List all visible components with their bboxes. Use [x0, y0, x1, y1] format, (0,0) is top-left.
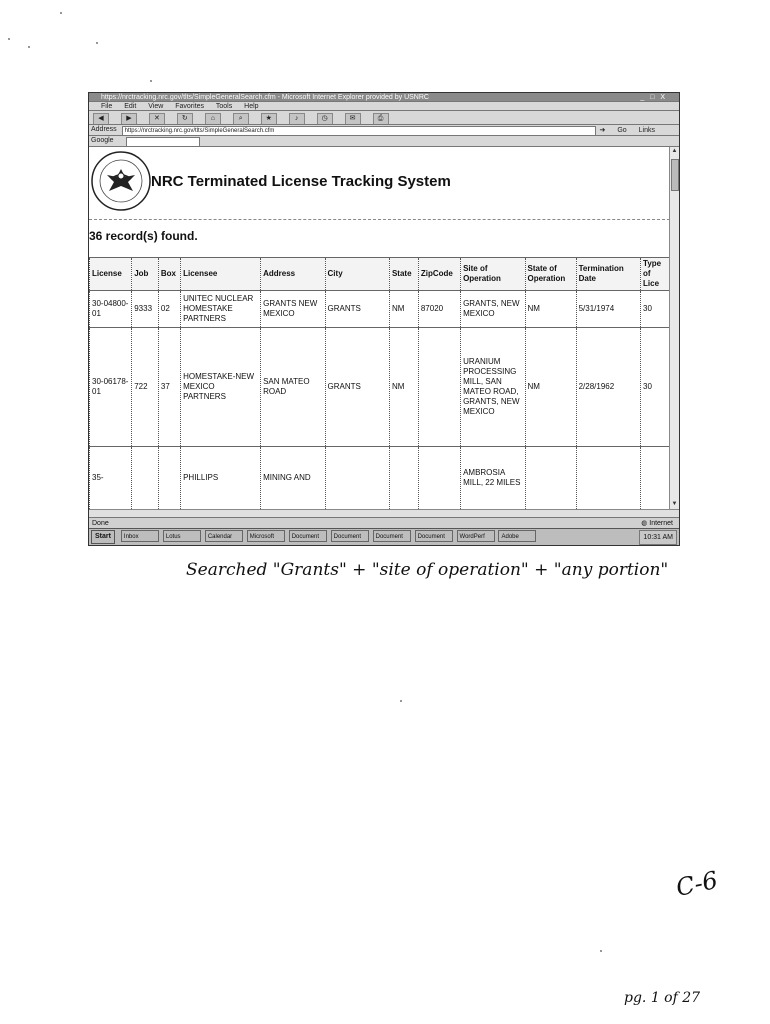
page-title: NRC Terminated License Tracking System [151, 173, 451, 190]
system-tray-clock: 10:31 AM [639, 530, 677, 545]
table-cell [418, 328, 460, 447]
menu-tools[interactable]: Tools [215, 103, 233, 110]
taskbar-item[interactable]: Document [373, 530, 411, 542]
home-button[interactable]: ⌂ [205, 113, 221, 125]
menu-favorites[interactable]: Favorites [175, 103, 205, 110]
table-cell [641, 447, 670, 510]
windows-taskbar [89, 528, 679, 546]
scan-speck [96, 42, 98, 44]
table-cell: 35- [90, 447, 132, 510]
results-table [89, 257, 670, 509]
address-bar [89, 125, 679, 136]
table-cell: MINING AND [261, 447, 325, 510]
scan-speck [600, 950, 602, 952]
table-row[interactable] [90, 447, 670, 510]
taskbar-item[interactable]: Document [415, 530, 453, 542]
column-header[interactable]: Address [261, 258, 325, 291]
table-cell: 30 [641, 291, 670, 328]
column-header[interactable]: Type of Lice [641, 258, 670, 291]
window-controls[interactable]: _ □ X [640, 94, 667, 101]
zone-label: Internet [649, 520, 673, 527]
browser-toolbar [89, 111, 679, 125]
table-cell: GRANTS [325, 328, 389, 447]
forward-button[interactable]: ▶ [121, 113, 137, 125]
header-divider [89, 219, 670, 220]
table-cell: NM [525, 328, 576, 447]
exhibit-mark: C-6 [673, 865, 721, 903]
table-cell: 722 [132, 328, 159, 447]
table-cell: 87020 [418, 291, 460, 328]
browser-title-bar [89, 93, 679, 102]
table-cell [158, 447, 180, 510]
status-text: Done [92, 520, 109, 527]
table-cell: HOMESTAKE-NEW MEXICO PARTNERS [181, 328, 261, 447]
table-cell: 02 [158, 291, 180, 328]
history-button[interactable]: ◷ [317, 113, 333, 125]
table-cell: NM [389, 291, 418, 328]
scan-speck [28, 46, 30, 48]
table-cell: 2/28/1962 [576, 328, 640, 447]
table-cell: 5/31/1974 [576, 291, 640, 328]
column-header[interactable]: State [389, 258, 418, 291]
table-row[interactable] [90, 291, 670, 328]
scan-speck [8, 38, 10, 40]
links-label[interactable]: Links [638, 127, 655, 134]
taskbar-item[interactable]: Document [331, 530, 369, 542]
table-cell: GRANTS, NEW MEXICO [461, 291, 525, 328]
column-header[interactable]: City [325, 258, 389, 291]
menu-view[interactable]: View [148, 103, 164, 110]
nrc-seal-icon [89, 149, 153, 213]
vertical-scrollbar[interactable] [669, 147, 679, 509]
table-cell: SAN MATEO ROAD [261, 328, 325, 447]
table-cell: GRANTS [325, 291, 389, 328]
menu-edit[interactable]: Edit [124, 103, 137, 110]
print-button[interactable]: ⎙ [373, 113, 389, 125]
scan-speck [60, 12, 62, 14]
taskbar-item[interactable]: Adobe [498, 530, 536, 542]
address-input[interactable]: https://nrctracking.nrc.gov/tlts/SimpleGeneralSearch.cfm [122, 126, 596, 136]
table-row[interactable] [90, 328, 670, 447]
table-cell: GRANTS NEW MEXICO [261, 291, 325, 328]
menu-bar [89, 102, 679, 111]
taskbar-item[interactable]: WordPerf [457, 530, 495, 542]
back-button[interactable]: ◀ [93, 113, 109, 125]
go-button[interactable] [600, 126, 665, 135]
column-header[interactable]: Job [132, 258, 159, 291]
google-toolbar [89, 136, 679, 147]
media-button[interactable]: ♪ [289, 113, 305, 125]
table-cell [325, 447, 389, 510]
go-arrow-icon: ➜ [599, 127, 606, 134]
column-header[interactable]: Licensee [181, 258, 261, 291]
column-header[interactable]: Box [158, 258, 180, 291]
table-cell: NM [525, 291, 576, 328]
table-cell: AMBROSIA MILL, 22 MILES [461, 447, 525, 510]
globe-icon: ◍ [641, 520, 648, 527]
favorites-button[interactable]: ★ [261, 113, 277, 125]
refresh-button[interactable]: ↻ [177, 113, 193, 125]
search-button[interactable]: ⌕ [233, 113, 249, 125]
table-cell [576, 447, 640, 510]
table-cell: 30-04800-01 [90, 291, 132, 328]
taskbar-item[interactable]: Inbox [121, 530, 159, 542]
browser-title: https://nrctracking.nrc.gov/tlts/SimpleGeneralSearch.cfm - Microsoft Internet Explorer provided by USNRC [101, 94, 429, 101]
handwritten-note: Searched "Grants" + "site of operation" + "any portion" [186, 560, 669, 580]
taskbar-item[interactable]: Microsoft [247, 530, 285, 542]
status-bar [89, 517, 679, 528]
table-cell: URANIUM PROCESSING MILL, SAN MATEO ROAD, GRANTS, NEW MEXICO [461, 328, 525, 447]
google-search-input[interactable] [126, 137, 200, 147]
records-found-count: 36 record(s) found. [89, 229, 198, 243]
menu-file[interactable]: File [101, 103, 113, 110]
browser-window [88, 92, 680, 546]
taskbar-item[interactable]: Lotus [163, 530, 201, 542]
scan-speck [150, 80, 152, 82]
page-content [89, 147, 670, 509]
column-header[interactable]: Site of Operation [461, 258, 525, 291]
start-button[interactable]: Start [91, 530, 115, 544]
address-label: Address [91, 126, 117, 133]
table-cell [525, 447, 576, 510]
page-number-note: pg. 1 of 27 [624, 990, 701, 1006]
taskbar-item[interactable]: Calendar [205, 530, 243, 542]
table-cell [389, 447, 418, 510]
google-label[interactable]: Google [91, 137, 114, 144]
table-cell [418, 447, 460, 510]
scroll-down-icon[interactable]: ▼ [671, 501, 678, 507]
table-cell: NM [389, 328, 418, 447]
table-cell: 30 [641, 328, 670, 447]
table-cell: 9333 [132, 291, 159, 328]
table-cell: UNITEC NUCLEAR HOMESTAKE PARTNERS [181, 291, 261, 328]
table-cell: PHILLIPS [181, 447, 261, 510]
taskbar-item[interactable]: Document [289, 530, 327, 542]
table-cell: 30-06178-01 [90, 328, 132, 447]
scrollbar-thumb[interactable] [671, 159, 679, 191]
table-header-row [90, 258, 670, 291]
scroll-up-icon[interactable]: ▲ [671, 148, 678, 154]
column-header[interactable]: State of Operation [525, 258, 576, 291]
mail-button[interactable]: ✉ [345, 113, 361, 125]
table-cell: 37 [158, 328, 180, 447]
go-label: Go [617, 127, 627, 134]
column-header[interactable]: ZipCode [418, 258, 460, 291]
column-header[interactable]: License [90, 258, 132, 291]
scan-speck [400, 700, 402, 702]
table-cell [132, 447, 159, 510]
stop-button[interactable]: ✕ [149, 113, 165, 125]
column-header[interactable]: Termination Date [576, 258, 640, 291]
menu-help[interactable]: Help [244, 103, 259, 110]
